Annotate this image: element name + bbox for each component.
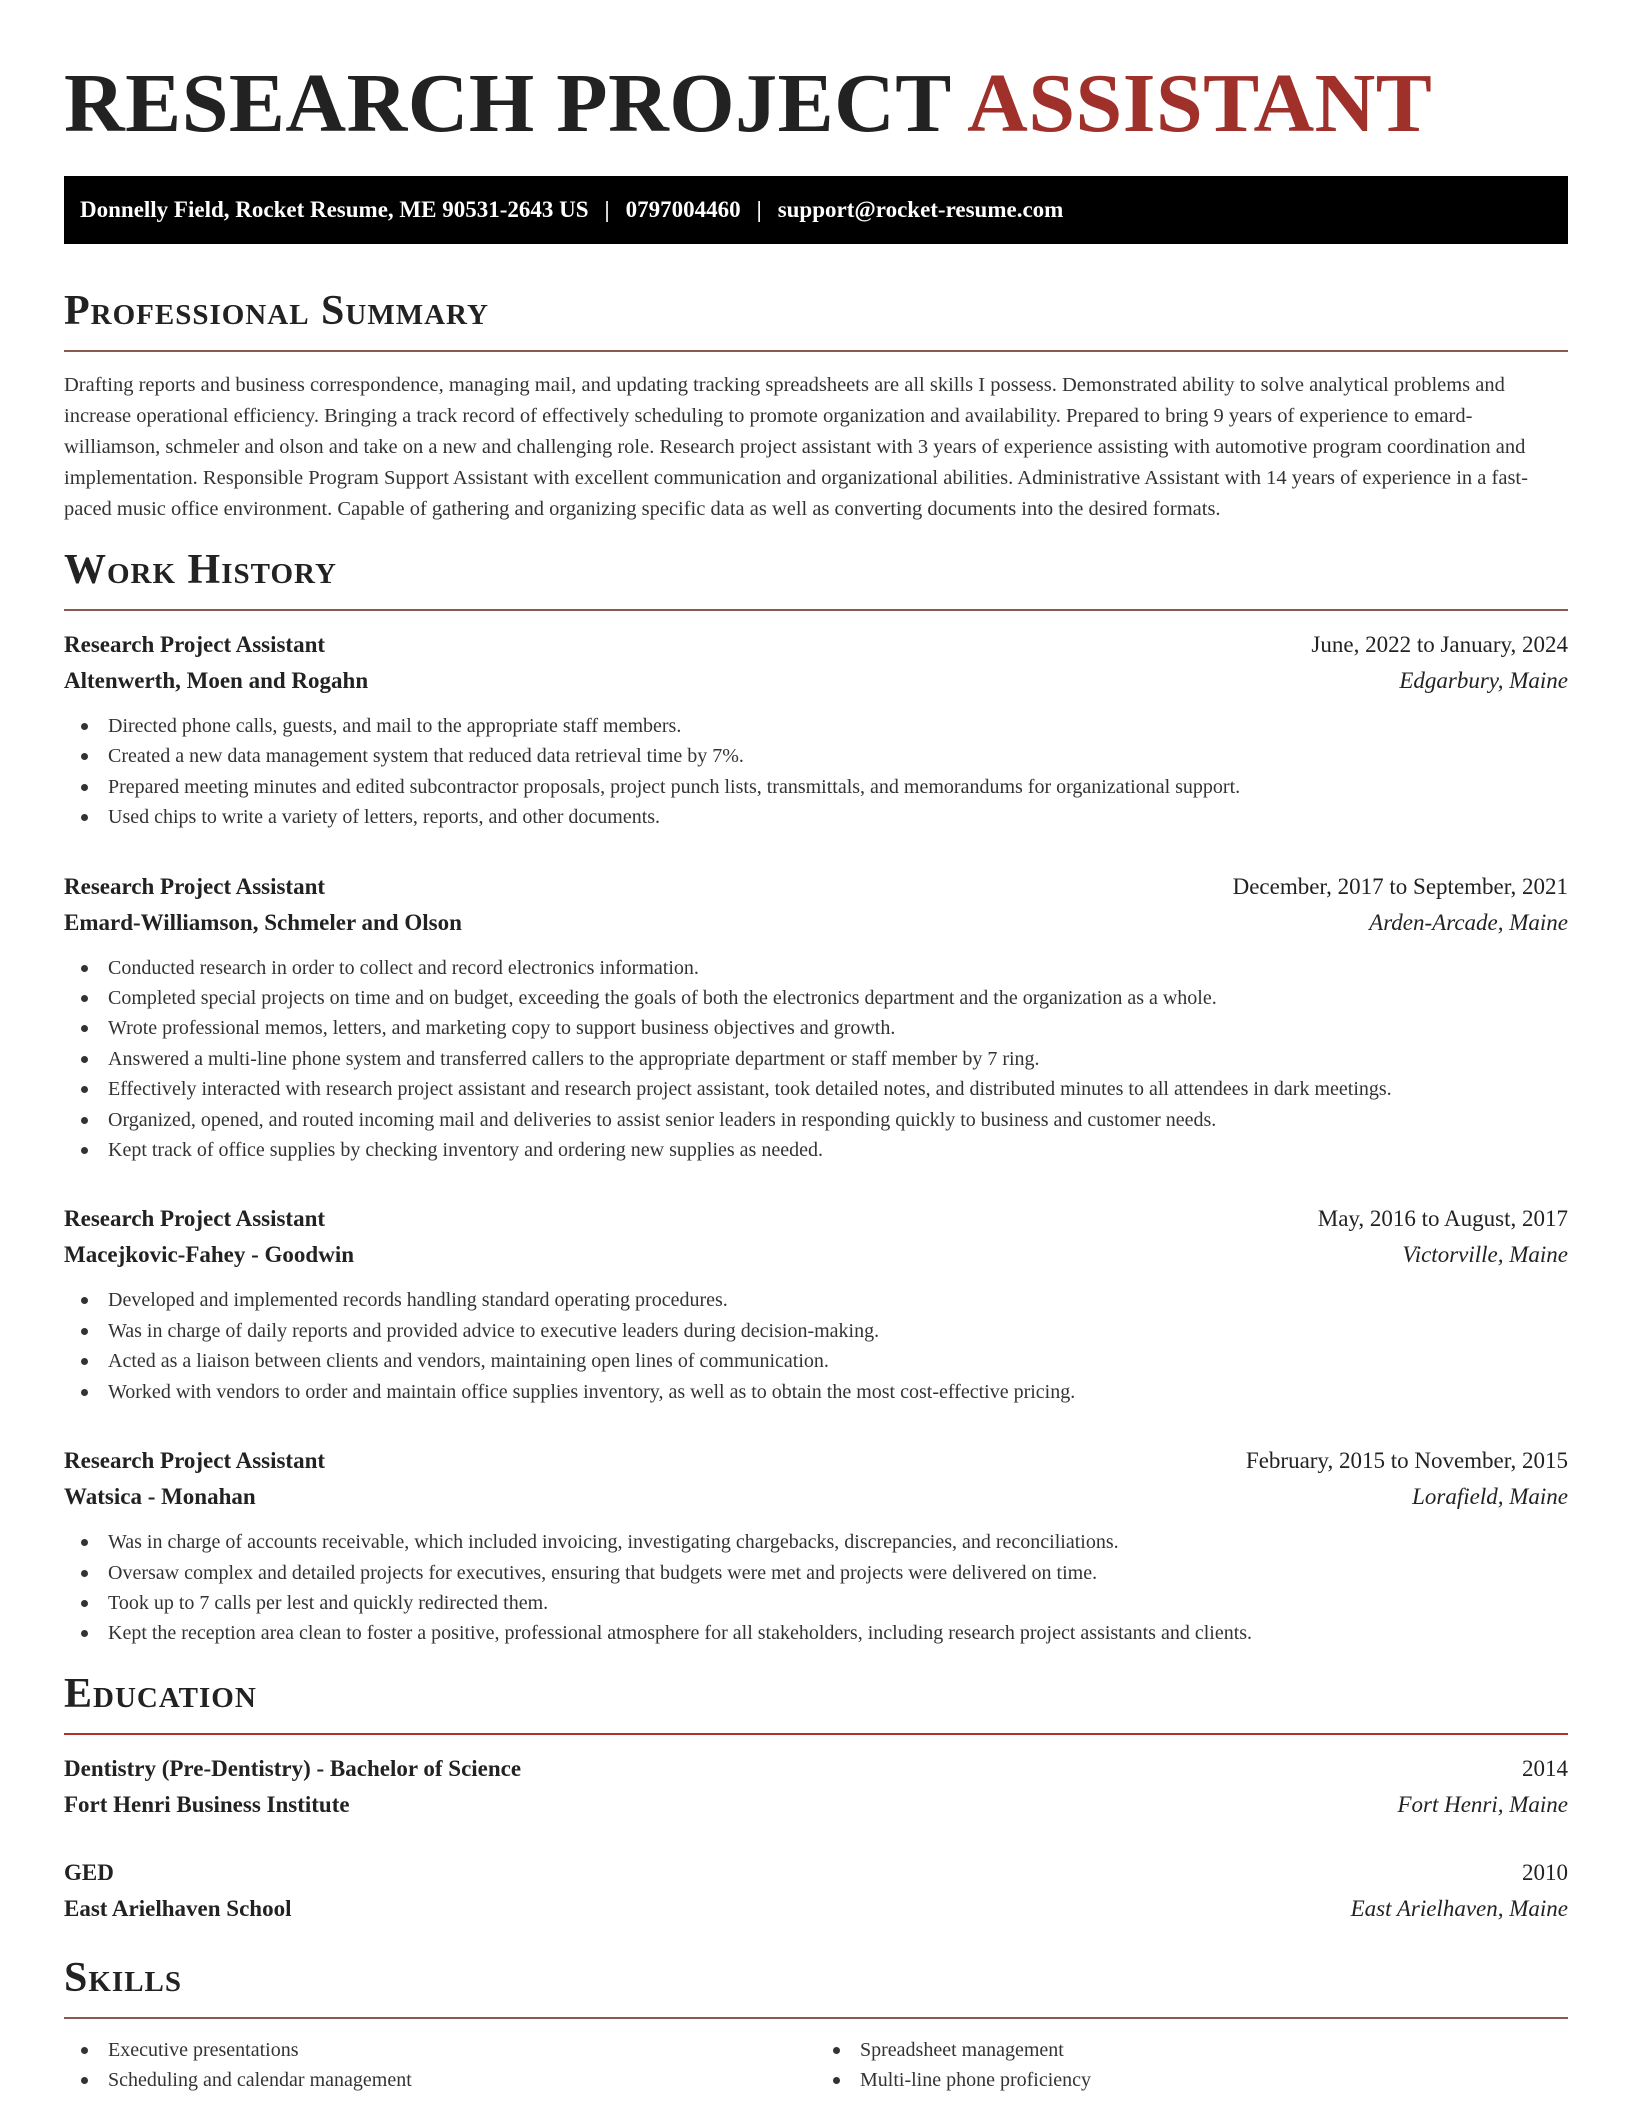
title-accent: ASSISTANT xyxy=(967,57,1433,150)
skill-item: Scheduling and calendar management xyxy=(64,2065,816,2095)
education-entry xyxy=(64,1855,1568,1927)
education-school-row xyxy=(64,1787,1568,1823)
section-heading-summary: Professional Summary xyxy=(64,288,489,334)
job-header-row xyxy=(64,1201,1568,1237)
job-bullet: Acted as a liaison between clients and vendors, maintaining open lines of communication. xyxy=(64,1346,1568,1376)
job-company: Emard-Williamson, Schmeler and Olson xyxy=(64,909,462,935)
contact-address: Donnelly Field, Rocket Resume, ME 90531-2643 US xyxy=(80,197,589,222)
skills-section xyxy=(64,1953,1568,2096)
job-company: Watsica - Monahan xyxy=(64,1484,256,1510)
section-divider xyxy=(64,2017,1568,2019)
job-location: Arden-Arcade, Maine xyxy=(1369,909,1568,935)
education-entry xyxy=(64,1751,1568,1823)
job-bullet: Completed special projects on time and on budget, exceeding the goals of both the electronics department and the organization as a whole. xyxy=(64,983,1568,1013)
job-company-row xyxy=(64,1479,1568,1515)
job-bullet: Kept track of office supplies by checking inventory and ordering new supplies as needed. xyxy=(64,1135,1568,1165)
section-heading-education: Education xyxy=(64,1670,257,1717)
job-dates: June, 2022 to January, 2024 xyxy=(1311,632,1568,657)
section-heading-work-history: Work History xyxy=(64,547,337,593)
job-title: Research Project Assistant xyxy=(64,632,326,657)
education-year: 2010 xyxy=(1522,1859,1568,1885)
education-location: East Arielhaven, Maine xyxy=(1350,1895,1568,1921)
job-bullet: Directed phone calls, guests, and mail to the appropriate staff members. xyxy=(64,711,1568,741)
section-divider xyxy=(64,609,1568,611)
contact-bar xyxy=(64,176,1568,244)
job-title: Research Project Assistant xyxy=(64,1448,326,1474)
job-bullet: Wrote professional memos, letters, and marketing copy to support business objectives and growth. xyxy=(64,1013,1568,1043)
job-company: Macejkovic-Fahey - Goodwin xyxy=(64,1242,355,1268)
resume-title xyxy=(64,56,1568,152)
job-company: Altenwerth, Moen and Rogahn xyxy=(64,668,369,693)
education-degree-row xyxy=(64,1855,1568,1891)
skills-grid xyxy=(64,2035,1568,2096)
job-title: Research Project Assistant xyxy=(64,873,326,899)
job-bullet: Was in charge of daily reports and provided advice to executive leaders during decision-making. xyxy=(64,1316,1568,1346)
job-dates: December, 2017 to September, 2021 xyxy=(1232,873,1568,899)
education-degree-row xyxy=(64,1751,1568,1787)
skill-item: Executive presentations xyxy=(64,2035,816,2065)
title-main: RESEARCH PROJECT xyxy=(64,57,951,150)
contact-separator: | xyxy=(756,197,762,222)
job-bullet: Took up to 7 calls per lest and quickly redirected them. xyxy=(64,1588,1568,1618)
skills-column-right xyxy=(816,2035,1568,2096)
job-bullet: Developed and implemented records handling standard operating procedures. xyxy=(64,1285,1568,1315)
skills-column-left xyxy=(64,2035,816,2096)
job-bullet: Prepared meeting minutes and edited subcontractor proposals, project punch lists, transmittals, and memorandums for organizational support. xyxy=(64,772,1568,802)
job-header-row xyxy=(64,869,1568,905)
education-degree: Dentistry (Pre-Dentistry) - Bachelor of Science xyxy=(64,1755,522,1781)
job-entry xyxy=(64,627,1568,833)
education-location: Fort Henri, Maine xyxy=(1397,1791,1568,1817)
job-company-row xyxy=(64,1237,1568,1273)
skill-item: Spreadsheet management xyxy=(816,2035,1568,2065)
contact-email[interactable]: support@rocket-resume.com xyxy=(777,197,1064,222)
job-location: Edgarbury, Maine xyxy=(1399,668,1568,693)
section-divider xyxy=(64,1733,1568,1735)
job-bullets xyxy=(64,1527,1568,1649)
job-company-row xyxy=(64,905,1568,941)
job-location: Lorafield, Maine xyxy=(1412,1484,1568,1510)
job-title: Research Project Assistant xyxy=(64,1206,326,1232)
job-header-row xyxy=(64,627,1568,663)
section-divider xyxy=(64,350,1568,352)
job-bullet: Kept the reception area clean to foster a positive, professional atmosphere for all stakeholders, including research project assistants and clients. xyxy=(64,1618,1568,1648)
job-bullets xyxy=(64,711,1568,833)
job-dates: May, 2016 to August, 2017 xyxy=(1317,1206,1568,1232)
job-bullet: Organized, opened, and routed incoming mail and deliveries to assist senior leaders in responding quickly to business and customer needs. xyxy=(64,1105,1568,1135)
job-bullets xyxy=(64,953,1568,1166)
job-header-row xyxy=(64,1443,1568,1479)
job-entry xyxy=(64,1443,1568,1649)
job-dates: February, 2015 to November, 2015 xyxy=(1245,1448,1568,1474)
education-school: East Arielhaven School xyxy=(64,1895,292,1921)
education-degree: GED xyxy=(64,1859,114,1885)
education-year: 2014 xyxy=(1522,1755,1568,1781)
contact-separator: | xyxy=(604,197,610,222)
job-bullet: Conducted research in order to collect and record electronics information. xyxy=(64,953,1568,983)
job-bullet: Created a new data management system that reduced data retrieval time by 7%. xyxy=(64,741,1568,771)
skill-item: Multi-line phone proficiency xyxy=(816,2065,1568,2095)
summary-section xyxy=(64,286,1568,525)
job-bullets xyxy=(64,1285,1568,1407)
job-bullet: Worked with vendors to order and maintain office supplies inventory, as well as to obtain the most cost-effective pricing. xyxy=(64,1377,1568,1407)
job-entry xyxy=(64,869,1568,1166)
education-school-row xyxy=(64,1891,1568,1927)
contact-phone[interactable]: 0797004460 xyxy=(625,197,741,222)
work-history-section xyxy=(64,545,1568,1649)
summary-text: Drafting reports and business correspondence, managing mail, and updating tracking spreadsheets are all skills I possess. Demonstrated ability to solve analytical problems and increase operational efficiency. Bringing a track record of effectively scheduling to promote organization and availability. Prepared to bring 9 years of experience to emard-williamson, schmeler and olson and take on a new and challenging role. Research project assistant with 3 years of experience assisting with automotive program coordination and implementation. Responsible Program Support Assistant with excellent communication and organizational abilities. Administrative Assistant with 14 years of experience in a fast-paced music office environment. Capable of gathering and organizing specific data as well as converting documents into the desired formats. xyxy=(64,374,1528,520)
job-bullet: Effectively interacted with research project assistant and research project assistant, took detailed notes, and distributed minutes to all attendees in dark meetings. xyxy=(64,1074,1568,1104)
education-section xyxy=(64,1669,1568,1927)
job-bullet: Was in charge of accounts receivable, which included invoicing, investigating chargebacks, discrepancies, and reconciliations. xyxy=(64,1527,1568,1557)
section-heading-skills: Skills xyxy=(64,1954,183,2001)
job-bullet: Answered a multi-line phone system and transferred callers to the appropriate department or staff member by 7 ring. xyxy=(64,1044,1568,1074)
job-location: Victorville, Maine xyxy=(1402,1242,1568,1268)
education-school: Fort Henri Business Institute xyxy=(64,1791,350,1817)
job-company-row xyxy=(64,663,1568,699)
job-bullet: Oversaw complex and detailed projects for executives, ensuring that budgets were met and projects were delivered on time. xyxy=(64,1558,1568,1588)
job-bullet: Used chips to write a variety of letters, reports, and other documents. xyxy=(64,802,1568,832)
job-entry xyxy=(64,1201,1568,1407)
